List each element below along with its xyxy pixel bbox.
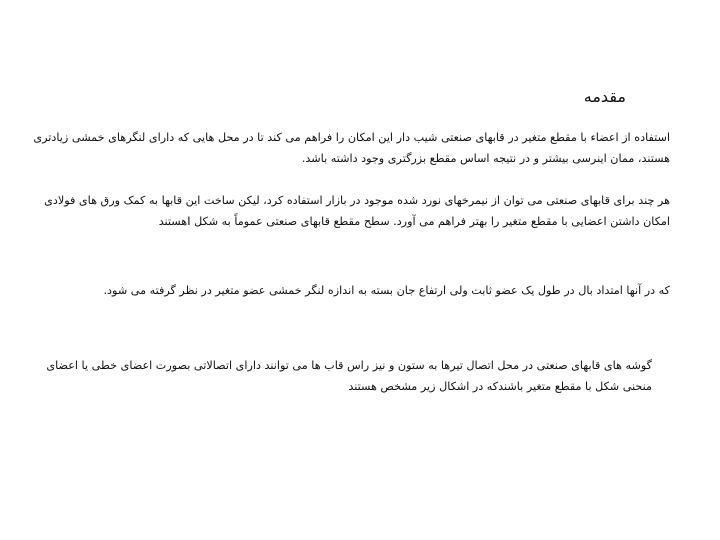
paragraph-1: استفاده از اعضاء با مقطع متغیر در قابهای صنعتی شیب دار این امکان را فراهم می کند تا در محل هایی که دارای لنگرهای خمشی زیادتری هستند، ممان اینرسی بیشتر و در نتیجه اساس مقطع بزرگتری وجود داشته باشد. xyxy=(33,131,670,165)
paragraph-4: گوشه های قابهای صنعتی در محل اتصال تیرها به ستون و نیز راس قاب ها می توانند دارای اتصالاتی بصورت اعضای خطی یا اعضای منحنی شکل با مقطع متغیر باشندکه در اشکال زیر مشخص هستند xyxy=(46,359,652,393)
slide-title: مقدمه xyxy=(583,87,626,106)
paragraph-3: که در آنها امتداد بال در طول یک عضو ثابت ولی ارتفاع جان بسته به اندازه لنگر خمشی عضو متغیر در نظر گرفته می شود. xyxy=(103,284,670,297)
paragraph-2: هر چند برای قابهای صنعتی می توان از نیمرخهای نورد شده موجود در بازار استفاده کرد، لیکن ساخت این قابها به کمک ورق های فولادی امکان داشتن اعضایی با مقطع متغیر را بهتر فراهم می آورد. سطح مقطع قابهای صنعتی عموماً به شکل Iهستند xyxy=(44,194,670,228)
